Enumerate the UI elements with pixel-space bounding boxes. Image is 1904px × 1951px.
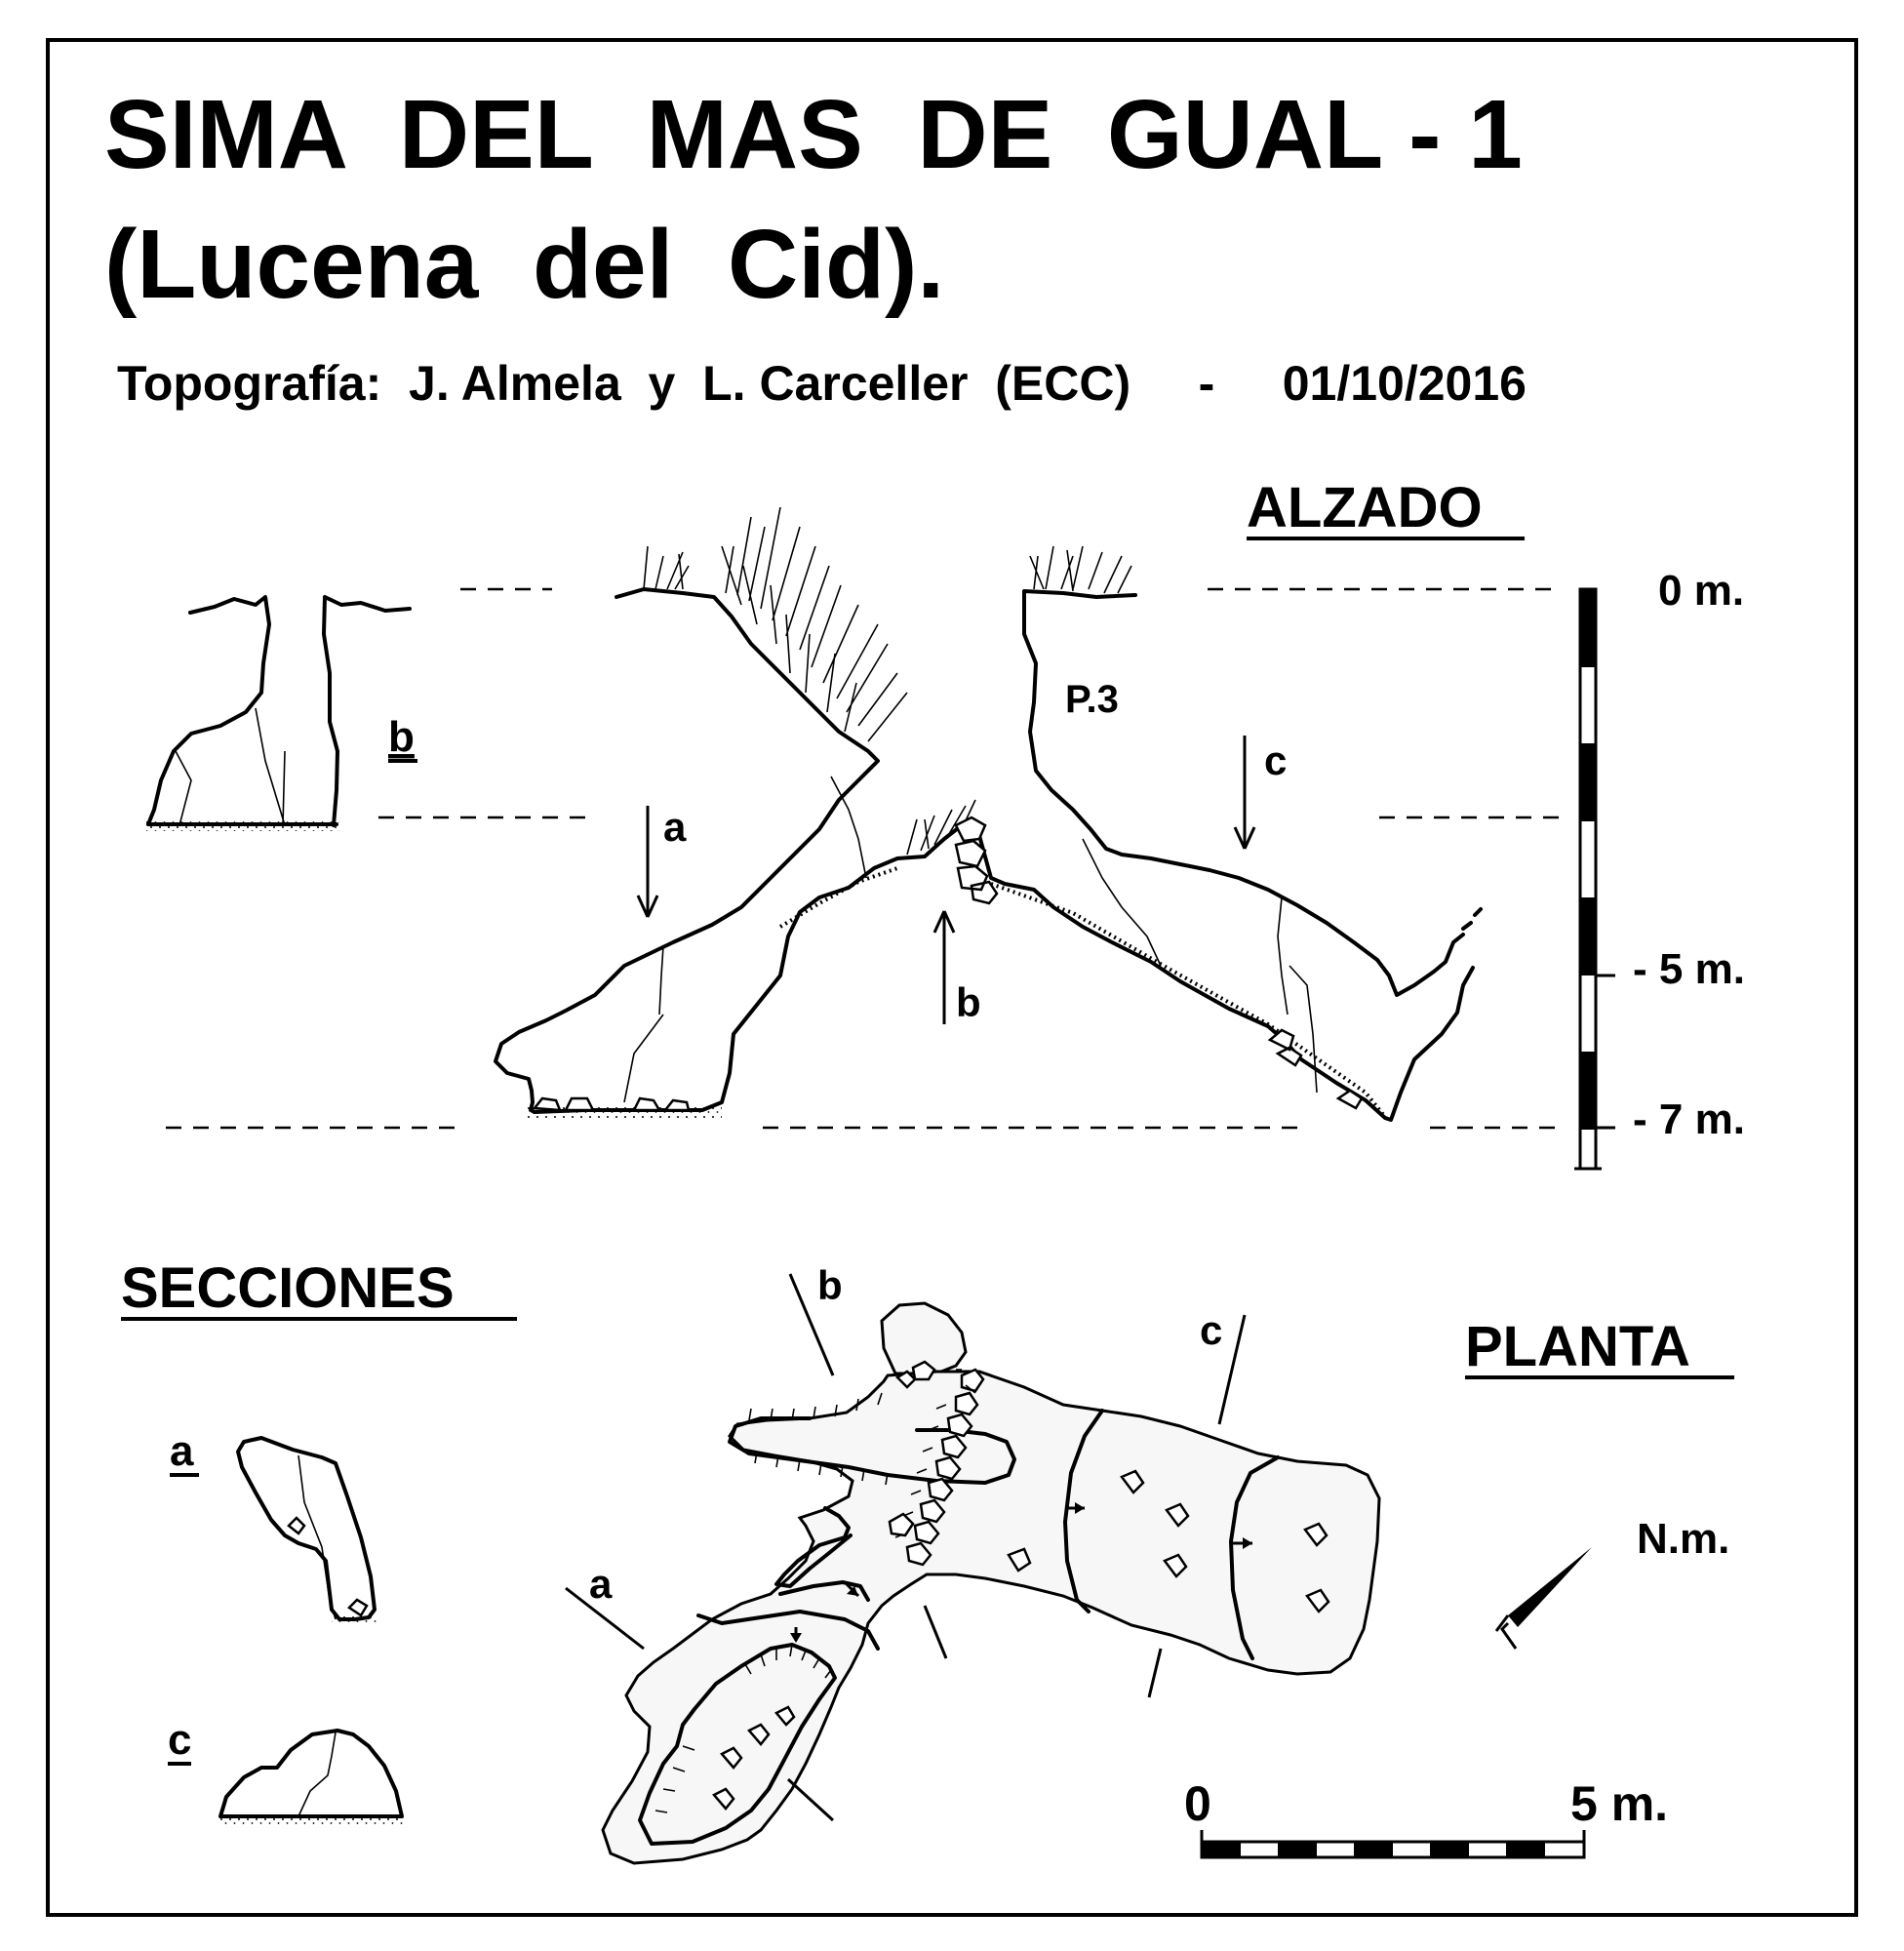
surface-grass [644,507,1131,855]
depth-scale-bar [1574,567,1745,1169]
depth-0-label: 0 m. [1658,567,1745,615]
plan-scale-start: 0 [1184,1776,1211,1831]
cave-elevation [496,589,1481,1122]
cave-plan [566,1262,1379,1863]
pit-label: P.3 [1065,678,1119,721]
north-label: N.m. [1637,1515,1730,1563]
plan-cut-a-label: a [589,1561,613,1607]
alzado-section-markers [388,713,1287,1025]
north-arrow [1496,1515,1729,1649]
section-a [170,1427,377,1623]
section-b-profile [146,597,410,831]
title-line-1: SIMA DEL MAS DE GUAL - 1 [104,80,1523,189]
credits-line: Topografía: J. Almela y L. Carceller (ECC) - 01/10/2016 [117,356,1527,411]
level-guides [166,589,1561,1128]
alzado-marker-c: c [1264,737,1288,783]
alzado-heading: ALZADO [1247,476,1483,539]
title-line-2: (Lucena del Cid). [104,210,945,319]
section-c-label: c [168,1716,192,1764]
section-a-label: a [170,1427,194,1475]
plan-cut-c-label: c [1200,1307,1223,1353]
secciones-heading: SECCIONES [121,1256,455,1320]
planta-heading: PLANTA [1465,1315,1690,1378]
plan-scale-bar [1184,1776,1668,1857]
elevation-blocks [535,817,1362,1110]
depth-7-label: - 7 m. [1633,1095,1745,1143]
alzado-marker-b: b [956,979,981,1025]
section-b-label: b [388,713,415,761]
depth-5-label: - 5 m. [1633,945,1745,993]
plan-scale-end: 5 m. [1570,1776,1669,1831]
alzado-marker-a: a [663,804,687,850]
plan-cut-b-label: b [817,1262,843,1308]
section-c [168,1716,404,1824]
